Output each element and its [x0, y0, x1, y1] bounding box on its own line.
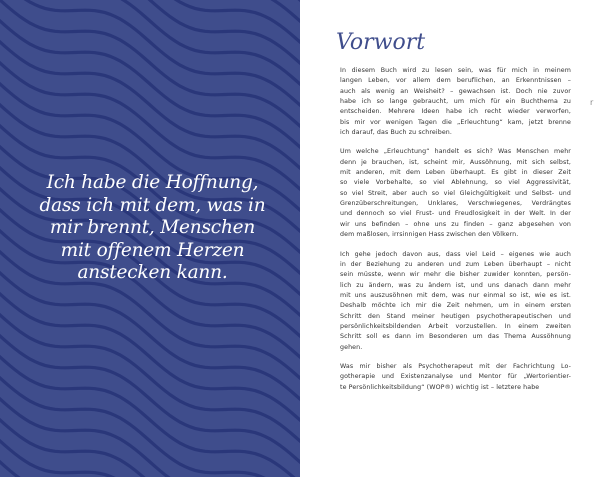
- text-line: dem maßlosen, irrsinnigen Hass zwischen den Völkern.: [340, 231, 519, 239]
- text-line: gehen.: [340, 343, 363, 351]
- text-line: bis mir vor wenigen Tagen die „Erleuchtung“ kam, jetzt brenne: [340, 118, 571, 126]
- text-line: Ich gehe jedoch davon aus, dass viel Leid – eigenes wie auch: [340, 250, 571, 258]
- paragraph: [340, 66, 571, 138]
- quote-line: Ich habe die Hoffnung,: [46, 172, 259, 193]
- quote-line: anstecken kann.: [77, 262, 228, 283]
- text-line: entscheiden. Mehrere Ideen habe ich recht wieder verworfen,: [340, 108, 571, 116]
- text-line: lich zu ändern, was zu ändern ist, und uns danach dann mehr: [340, 281, 571, 289]
- text-line: auch als wenig an Weisheit? – gewachsen ist. Doch nie zuvor: [340, 87, 571, 95]
- text-line: so viele Vorbehalte, so viel Ablehnung, so viel Aggressivität,: [340, 179, 571, 187]
- paragraph: [340, 250, 571, 353]
- wave-line: [0, 0, 300, 30]
- text-line: langen Leben, vor allem dem beruflichen, an Erkenntnissen –: [340, 77, 571, 85]
- paragraph: [340, 362, 571, 393]
- text-line: Was mir bisher als Psychotherapeut mit der Fachrichtung Lo-: [340, 362, 571, 370]
- text-line: Schritt soll es dann im Besonderen um das Thema Aussöhnung: [340, 333, 571, 341]
- pull-quote: [30, 172, 275, 285]
- text-line: mit uns auszusöhnen mit dem, was nur einmal so ist, wie es ist.: [340, 291, 571, 299]
- text-line: persönlichkeitsbildenden Arbeit vorzustellen. In einem zweiten: [340, 322, 571, 330]
- body-text: [340, 66, 571, 402]
- text-line: in der Beziehung zu anderen und zum Leben überhaupt – nicht: [340, 260, 571, 268]
- chapter-title: Vorwort: [336, 30, 426, 55]
- text-line: In diesem Buch wird zu lesen sein, was für mich in meinem: [340, 67, 571, 74]
- text-line: Schritt den Stand meiner heutigen psychotherapeutischen und: [340, 312, 571, 320]
- quote-line: mit offenem Herzen: [60, 239, 245, 261]
- text-line: wir uns befinden – ohne uns zu finden – ganz abgesehen von: [340, 220, 571, 228]
- quote-line: mir brennt, Menschen: [49, 217, 256, 238]
- text-line: Grenzüberschreitungen, Unklares, Verschwiegenes, Verdrängtes: [340, 200, 571, 208]
- text-line: te Persönlichkeitsbildung“ (WOP®) wichtig ist – letztere habe: [340, 383, 540, 391]
- text-line: Deshalb möchte ich mir die Zeit nehmen, um in einem ersten: [340, 302, 571, 310]
- text-line: Um welche „Erleuchtung“ handelt es sich? Was Menschen mehr: [340, 148, 571, 156]
- margin-mark: r: [590, 98, 594, 107]
- text-line: gotherapie und Existenzanalyse und Mentor für „Wertorientier-: [340, 373, 571, 381]
- paragraph: [340, 147, 571, 240]
- text-page: [300, 0, 600, 477]
- text-line: so viel Streit, aber auch so viel Gleichgültigkeit und Selbst- und: [340, 189, 571, 197]
- text-line: mit anderen, mit dem Leben überhaupt. Es gibt in dieser Zeit: [340, 169, 571, 177]
- text-line: und dennoch so viel Frust- und Freudlosigkeit in der Welt. In der: [340, 210, 571, 218]
- text-line: sein müsste, wenn wir mehr die bisher zuwider konnten, persön-: [340, 271, 571, 279]
- text-line: ich darauf, das Buch zu schreiben.: [340, 129, 452, 137]
- quote-line: dass ich mit dem, was in: [39, 194, 266, 216]
- text-line: denn je brauchen, ist, scheint mir, Aussöhnung, mit sich selbst,: [340, 158, 571, 166]
- text-line: habe ich so lange gebraucht, um mich für ein Buchthema zu: [340, 98, 571, 106]
